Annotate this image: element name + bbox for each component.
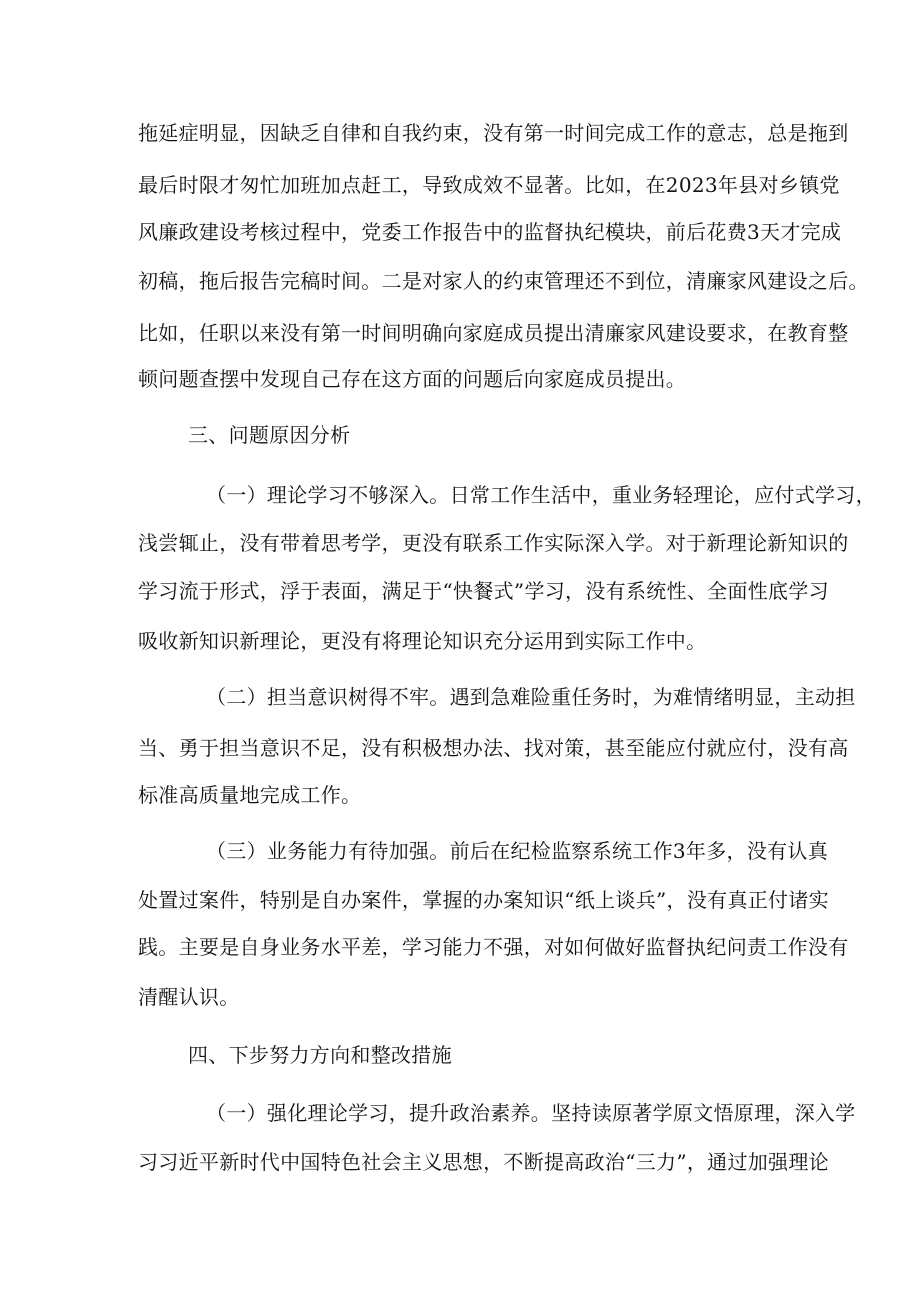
text-line: 顿问题查摆中发现自己存在这方面的问题后向家庭成员提出。: [138, 367, 687, 391]
text-line: 风廉政建设考核过程中，党委工作报告中的监督执纪模块，前后花费3天才完成: [138, 220, 842, 244]
text-line: （二）担当意识树得不牢。遇到急难险重任务时，为难情绪明显，主动担: [206, 685, 856, 709]
text-line: 拖延症明显，因缺乏自律和自我约束，没有第一时间完成工作的意志，总是拖到: [138, 121, 849, 145]
text-line: 初稿，拖后报告完稿时间。二是对家人的约束管理还不到位，清廉家风建设之后。: [138, 269, 869, 293]
text-line: 当、勇于担当意识不足，没有积极想办法、找对策，甚至能应付就应付，没有高: [138, 736, 849, 760]
text-line: （一）理论学习不够深入。日常工作生活中，重业务轻理论，应付式学习，: [206, 483, 876, 507]
text-line: 比如，任职以来没有第一时间明确向家庭成员提出清廉家风建设要求，在教育整: [138, 321, 849, 345]
text-line: 践。主要是自身业务水平差，学习能力不强，对如何做好监督执纪问责工作没有: [138, 935, 849, 959]
text-line: 习习近平新时代中国特色社会主义思想，不断提高政治“三力”，通过加强理论: [138, 1150, 829, 1174]
text-line: 标准高质量地完成工作。: [138, 783, 362, 807]
text-line: 最后时限才匆忙加班加点赶工，导致成效不显著。比如，在2023年县对乡镇党: [138, 173, 840, 197]
text-line: 清醒认识。: [138, 985, 240, 1009]
text-line: 学习流于形式，浮于表面，满足于“快餐式”学习，没有系统性、全面性底学习: [138, 579, 829, 603]
section-heading: 三、问题原因分析: [188, 423, 351, 447]
text-line: 处置过案件，特别是自办案件，掌握的办案知识“纸上谈兵”，没有真正付诸实: [138, 888, 829, 912]
text-line: （三）业务能力有待加强。前后在纪检监察系统工作3年多，没有认真: [206, 839, 829, 863]
section-heading: 四、下步努力方向和整改措施: [188, 1043, 452, 1067]
text-line: 吸收新知识新理论，更没有将理论知识充分运用到实际工作中。: [138, 629, 707, 653]
text-line: 浅尝辄止，没有带着思考学，更没有联系工作实际深入学。对于新理论新知识的: [138, 531, 849, 555]
text-line: （一）强化理论学习，提升政治素养。坚持读原著学原文悟原理，深入学: [206, 1101, 856, 1125]
